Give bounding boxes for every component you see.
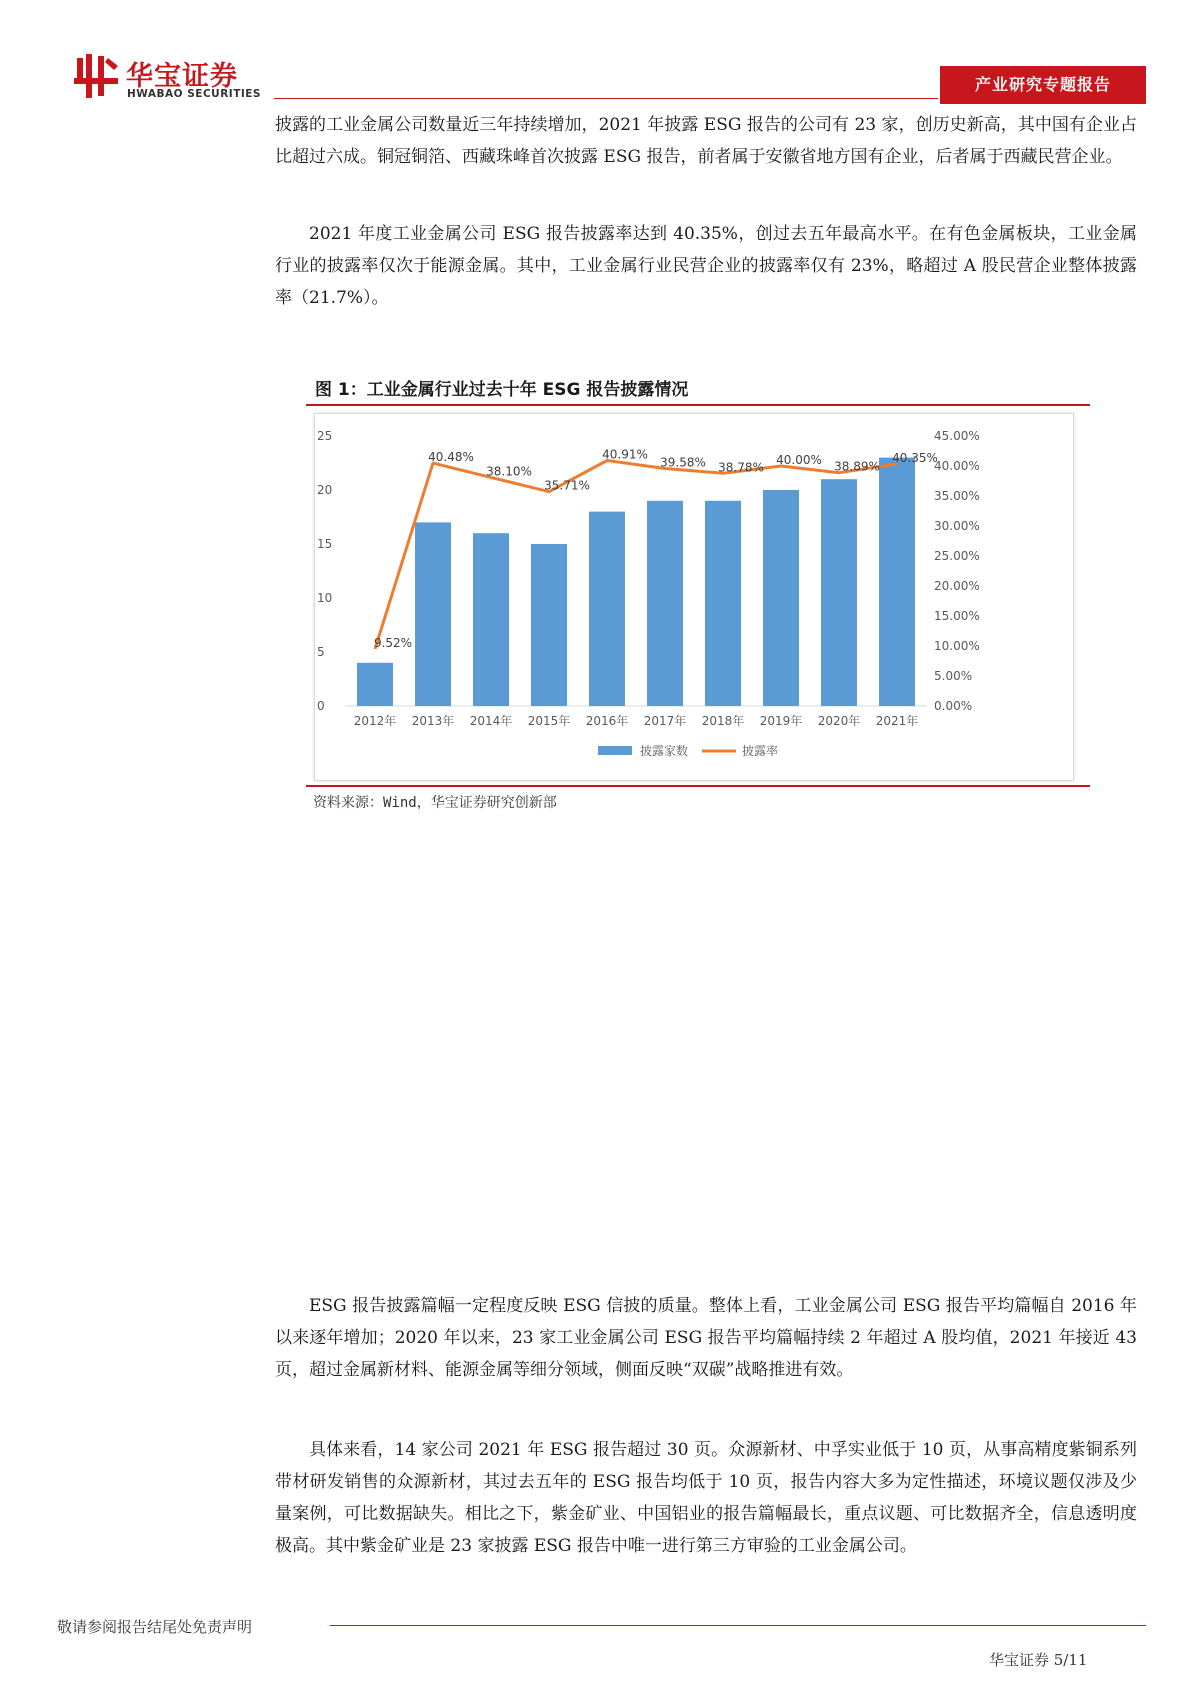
left-axis-tick-label: 5 <box>317 645 325 659</box>
x-axis-category-label: 2015年 <box>527 714 571 728</box>
bar-disclosure-count <box>589 512 625 706</box>
paragraph-3: ESG 报告披露篇幅一定程度反映 ESG 信披的质量。整体上看，工业金属公司 ESG 报告平均篇幅自 2016 年以来逐年增加；2020 年以来，23 家工业金属公司 ESG 报告平均篇幅持续 2 年超过 A 股均值，2021 年接近 43 页，超过金属新材料、能源金属等细分领域，侧面反映“双碳”战略推进有效。 <box>275 1296 1137 1380</box>
x-axis-category-label: 2016年 <box>585 714 629 728</box>
rate-data-label: 40.48% <box>428 450 474 465</box>
bar-disclosure-count <box>763 490 799 706</box>
bar-disclosure-count <box>821 479 857 706</box>
company-logo-icon <box>72 52 120 100</box>
bar-disclosure-count <box>531 544 567 706</box>
paragraph-2: 2021 年度工业金属公司 ESG 报告披露率达到 40.35%，创过去五年最高水平。在有色金属板块，工业金属行业的披露率仅次于能源金属。其中，工业金属行业民营企业的披露率仅有 23%，略超过 A 股民营企业整体披露率（21.7%）。 <box>275 224 1137 308</box>
right-axis-tick-label: 15.00% <box>934 609 980 623</box>
bar-disclosure-count <box>473 533 509 706</box>
bar-disclosure-count <box>357 663 393 706</box>
paragraph-1: 披露的工业金属公司数量近三年持续增加，2021 年披露 ESG 报告的公司有 23 家，创历史新高，其中国有企业占比超过六成。铜冠铜箔、西藏珠峰首次披露 ESG 报告，前者属于安徽省地方国有企业，后者属于西藏民营企业。 <box>275 115 1137 167</box>
right-axis-tick-label: 40.00% <box>934 459 980 473</box>
right-axis-tick-label: 45.00% <box>934 429 980 443</box>
rate-data-label: 38.89% <box>834 459 880 474</box>
rate-data-label: 9.52% <box>373 635 413 650</box>
line-disclosure-rate <box>375 461 897 649</box>
figure-title: 图 1：工业金属行业过去十年 ESG 报告披露情况 <box>315 380 689 400</box>
bar-disclosure-count <box>647 501 683 706</box>
right-axis-tick-label: 25.00% <box>934 549 980 563</box>
left-axis-tick-label: 25 <box>317 429 333 443</box>
rate-data-label: 39.58% <box>660 455 706 470</box>
rate-data-label: 40.91% <box>602 447 648 462</box>
figure-source: 资料来源：Wind，华宝证券研究创新部 <box>313 795 557 811</box>
right-axis-tick-label: 35.00% <box>934 489 980 503</box>
legend-label-count: 披露家数 <box>640 744 689 758</box>
right-axis-tick-label: 10.00% <box>934 639 980 653</box>
x-axis-category-label: 2017年 <box>643 714 687 728</box>
bar-disclosure-count <box>879 458 915 706</box>
x-axis-category-label: 2012年 <box>353 714 397 728</box>
rate-data-label: 40.00% <box>776 453 822 467</box>
paragraph-4: 具体来看，14 家公司 2021 年 ESG 报告超过 30 页。众源新材、中孚实业低于 10 页，从事高精度紫铜系列带材研发销售的众源新材，其过去五年的 ESG 报告均低于 10 页，报告内容大多为定性描述，环境议题仅涉及少量案例，可比数据缺失。相比之下，紫金矿业、中国铝业的报告篇幅最长，重点议题、可比数据齐全，信息透明度极高。其中紫金矿业是 23 家披露 ESG 报告中唯一进行第三方审验的工业金属公司。 <box>275 1440 1137 1556</box>
footer-disclaimer: 敬请参阅报告结尾处免责声明 <box>57 1618 253 1636</box>
brand-name-cn: 华宝证券 <box>126 61 238 92</box>
rate-data-label: 38.10% <box>486 464 532 479</box>
left-axis-tick-label: 15 <box>317 537 333 551</box>
x-axis-category-label: 2020年 <box>817 714 861 728</box>
disclosure-chart <box>314 413 1074 781</box>
header-divider <box>274 98 938 99</box>
left-axis-tick-label: 0 <box>317 699 325 713</box>
figure-top-rule <box>306 404 1090 406</box>
rate-data-label: 40.35% <box>892 450 938 465</box>
rate-data-label: 38.78% <box>718 460 764 475</box>
x-axis-category-label: 2019年 <box>759 714 803 728</box>
legend-swatch-count <box>598 746 632 755</box>
legend-label-rate: 披露率 <box>742 744 779 758</box>
x-axis-category-label: 2018年 <box>701 714 745 728</box>
bar-disclosure-count <box>415 522 451 706</box>
right-axis-tick-label: 20.00% <box>934 579 980 593</box>
x-axis-category-label: 2021年 <box>875 714 919 728</box>
right-axis-tick-label: 5.00% <box>934 669 973 683</box>
right-axis-tick-label: 0.00% <box>934 699 973 713</box>
left-axis-tick-label: 10 <box>317 591 333 605</box>
brand-name-en: HWABAO SECURITIES <box>127 88 261 100</box>
page-number: 华宝证券 5/11 <box>989 1651 1088 1669</box>
left-axis-tick-label: 20 <box>317 483 333 497</box>
x-axis-category-label: 2014年 <box>469 714 513 728</box>
report-type-badge: 产业研究专题报告 <box>940 66 1146 104</box>
bar-disclosure-count <box>705 501 741 706</box>
figure-bottom-rule <box>306 785 1090 787</box>
right-axis-tick-label: 30.00% <box>934 519 980 533</box>
rate-data-label: 35.71% <box>544 478 590 493</box>
footer-divider <box>330 1625 1146 1626</box>
x-axis-category-label: 2013年 <box>411 714 455 728</box>
